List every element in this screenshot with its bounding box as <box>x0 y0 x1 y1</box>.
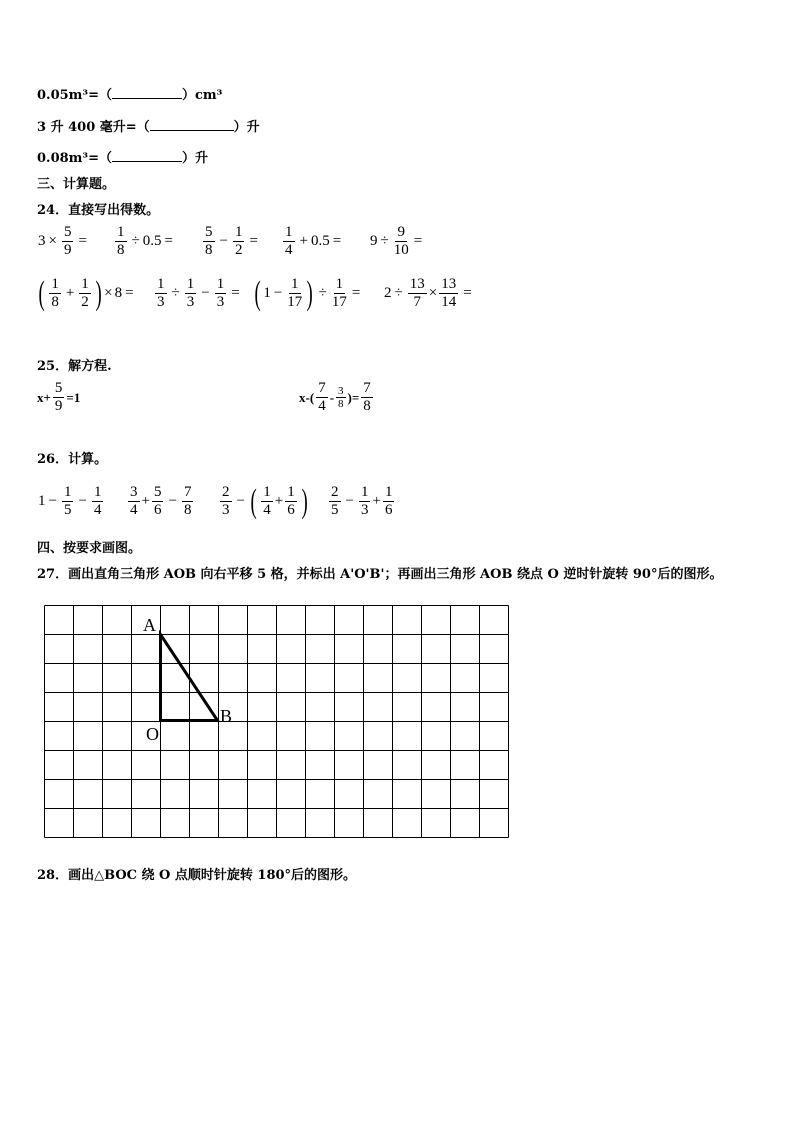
question-24: 24．直接写出得数。 <box>37 203 160 218</box>
drawing-grid[interactable] <box>36 598 516 843</box>
fraction: $\frac{1}{17}$ <box>287 276 303 310</box>
fraction: 5 8 <box>205 224 213 258</box>
fill-item-3 <box>37 147 208 166</box>
section-heading-3: 三、计算题。 <box>37 177 116 192</box>
equation-25-2: x - ( 7 4 - 3 8 ) = $\frac{7}{8}$ <box>299 380 371 414</box>
question-25: 25．解方程. <box>37 359 112 374</box>
expr-26-2: 3 4 + $\frac{5}{6}$ − $\frac{7}{8}$ <box>130 484 192 518</box>
fraction: 2 3 <box>222 484 230 518</box>
expr-24-3: 5 8 − $\frac{1}{2}$ = <box>205 224 258 258</box>
fill-item-2-pre: 3 升 400 毫升=（ <box>37 120 150 135</box>
answer-blank[interactable] <box>150 118 234 131</box>
fill-item-3-pre: 0.08m³=（ <box>37 151 113 166</box>
expr-26-4: 2 5 − $\frac{1}{3}$ + $\frac{1}{6}$ <box>331 484 393 518</box>
fraction: $\frac{1}{4}$ <box>93 484 102 518</box>
fraction: $\frac{1}{3}$ <box>186 276 195 310</box>
fraction: $\frac{9}{10}$ <box>393 224 409 258</box>
fraction: 1 4 <box>285 224 293 258</box>
answer-blank[interactable] <box>112 149 182 162</box>
fraction: $\frac{5}{9}$ <box>63 224 72 258</box>
fill-item-1 <box>37 84 222 103</box>
fraction: $\frac{1}{2}$ <box>234 224 243 258</box>
point-label-o: O <box>146 724 159 744</box>
question-26: 26．计算。 <box>37 452 108 467</box>
fill-item-1-pre: 0.05m³=（ <box>37 88 113 103</box>
fill-item-2-post: ）升 <box>233 120 260 135</box>
fraction: $\frac{7}{8}$ <box>363 380 371 414</box>
fraction: $\frac{7}{8}$ <box>183 484 192 518</box>
question-28: 28．画出△BOC 绕 O 点顺时针旋转 180°后的图形。 <box>37 868 357 883</box>
expr-24-1: 3 × $\frac{5}{9}$ = <box>38 224 87 258</box>
fraction: $\frac{13}{14}$ <box>441 276 457 310</box>
fraction: 7 4 <box>318 380 326 414</box>
fill-item-2 <box>37 116 260 135</box>
point-label-a: A <box>143 615 156 635</box>
equation-25-1: x + $\frac{5}{9}$ = 1 <box>37 380 81 414</box>
expr-26-1: 1 − $\frac{1}{5}$ − $\frac{1}{4}$ <box>38 484 102 518</box>
expr-26-3: 2 3 − ( 1 4 + $\frac{1}{6}$ ) <box>222 482 308 520</box>
fill-item-3-post: ）升 <box>182 151 209 166</box>
fraction: 3 8 <box>338 385 344 410</box>
fraction: $\frac{5}{6}$ <box>153 484 162 518</box>
expr-24-8: ( 1 − $\frac{1}{17}$ ) ÷ $\frac{1}{17}$ = <box>254 274 361 312</box>
fill-item-1-post: ）cm³ <box>182 88 223 103</box>
answer-blank[interactable] <box>112 86 182 99</box>
fraction: $\frac{1}{6}$ <box>384 484 393 518</box>
fraction: $\frac{1}{6}$ <box>287 484 295 518</box>
fraction: 1 8 <box>51 276 59 310</box>
fraction: $\frac{1}{3}$ <box>360 484 369 518</box>
fraction: $\frac{1}{2}$ <box>81 276 89 310</box>
point-label-b: B <box>220 706 233 726</box>
expr-24-6: ( 1 8 + $\frac{1}{2}$ ) × 8 = <box>38 274 134 312</box>
fraction: $\frac{1}{5}$ <box>63 484 72 518</box>
fraction: $\frac{1}{3}$ <box>216 276 225 310</box>
expr-24-2: $\frac{1}{8}$ ÷ 0.5 = <box>117 224 173 258</box>
fraction: 2 5 <box>331 484 339 518</box>
expr-24-4: 1 4 + 0.5 = <box>285 224 342 258</box>
expr-24-9: 2 ÷ $\frac{13}{7}$ × $\frac{13}{14}$ = <box>384 276 472 310</box>
fraction: $\frac{13}{7}$ <box>409 276 425 310</box>
expr-24-5: 9 ÷ $\frac{9}{10}$ = <box>370 224 423 258</box>
grid-lines <box>45 606 509 838</box>
fraction: 1 4 <box>263 484 271 518</box>
section-heading-4: 四、按要求画图。 <box>37 541 142 556</box>
fraction: $\frac{5}{9}$ <box>54 380 63 414</box>
question-27: 27．画出直角三角形 AOB 向右平移 5 格，并标出 A'O'B'；再画出三角形 AOB 绕点 O 逆时针旋转 90°后的图形。 <box>37 567 723 582</box>
fraction: $\frac{1}{8}$ <box>117 224 125 258</box>
fraction: $\frac{1}{3}$ <box>157 276 165 310</box>
fraction: $\frac{1}{17}$ <box>331 276 347 310</box>
fraction: 3 4 <box>130 484 138 518</box>
expr-24-7: $\frac{1}{3}$ ÷ $\frac{1}{3}$ − $\frac{1}{3}$ = <box>157 276 240 310</box>
